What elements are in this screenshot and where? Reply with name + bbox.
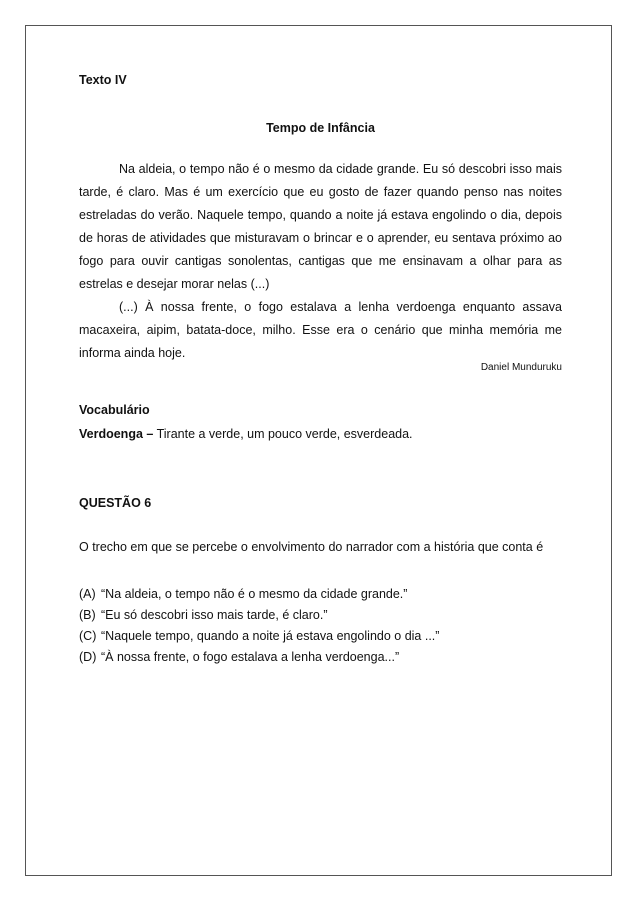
texto-label: Texto IV [79, 73, 127, 87]
vocabulary-entry [79, 427, 562, 441]
answer-options [79, 584, 562, 668]
question-title: QUESTÃO 6 [79, 496, 152, 510]
answer-option-d[interactable] [79, 647, 562, 668]
vocabulary-definition: Tirante a verde, um pouco verde, esverdeada. [153, 427, 413, 441]
story-paragraph: Na aldeia, o tempo não é o mesmo da cidade grande. Eu só descobri isso mais tarde, é claro. Mas é um exercício que eu gosto de fazer quando penso nas noites estreladas do verão. Naquele tempo, quando a noite já estava engolindo o dia, depois de horas de atividades que misturavam o brincar e o aprender, eu sentava próximo ao fogo para ouvir cantigas sonolentas, cantigas que me ensinavam a olhar para as estrelas e desejar morar nelas (...) [79, 162, 562, 291]
option-text: “Naquele tempo, quando a noite já estava engolindo o dia ...” [101, 629, 440, 643]
option-letter: (C) [79, 629, 97, 643]
vocabulary-term: Verdoenga – [79, 427, 154, 441]
story-body [79, 158, 562, 365]
option-text: “Eu só descobri isso mais tarde, é claro.” [101, 608, 328, 622]
question-prompt: O trecho em que se percebe o envolvimento do narrador com a história que conta é [79, 540, 544, 554]
option-letter: (A) [79, 587, 96, 601]
story-title: Tempo de Infância [266, 121, 375, 135]
option-letter: (D) [79, 650, 97, 664]
story-paragraph: (...) À nossa frente, o fogo estalava a lenha verdoenga enquanto assava macaxeira, aipim, batata-doce, milho. Esse era o cenário que minha memória me informa ainda hoje. [79, 300, 562, 360]
option-text: “À nossa frente, o fogo estalava a lenha verdoenga...” [101, 650, 400, 664]
option-text: “Na aldeia, o tempo não é o mesmo da cidade grande.” [101, 587, 408, 601]
story-author: Daniel Munduruku [480, 362, 562, 373]
answer-option-b[interactable] [79, 605, 562, 626]
answer-option-c[interactable] [79, 626, 562, 647]
vocabulary-title: Vocabulário [79, 403, 150, 417]
answer-option-a[interactable] [79, 584, 562, 605]
page-border [25, 25, 612, 876]
option-letter: (B) [79, 608, 96, 622]
